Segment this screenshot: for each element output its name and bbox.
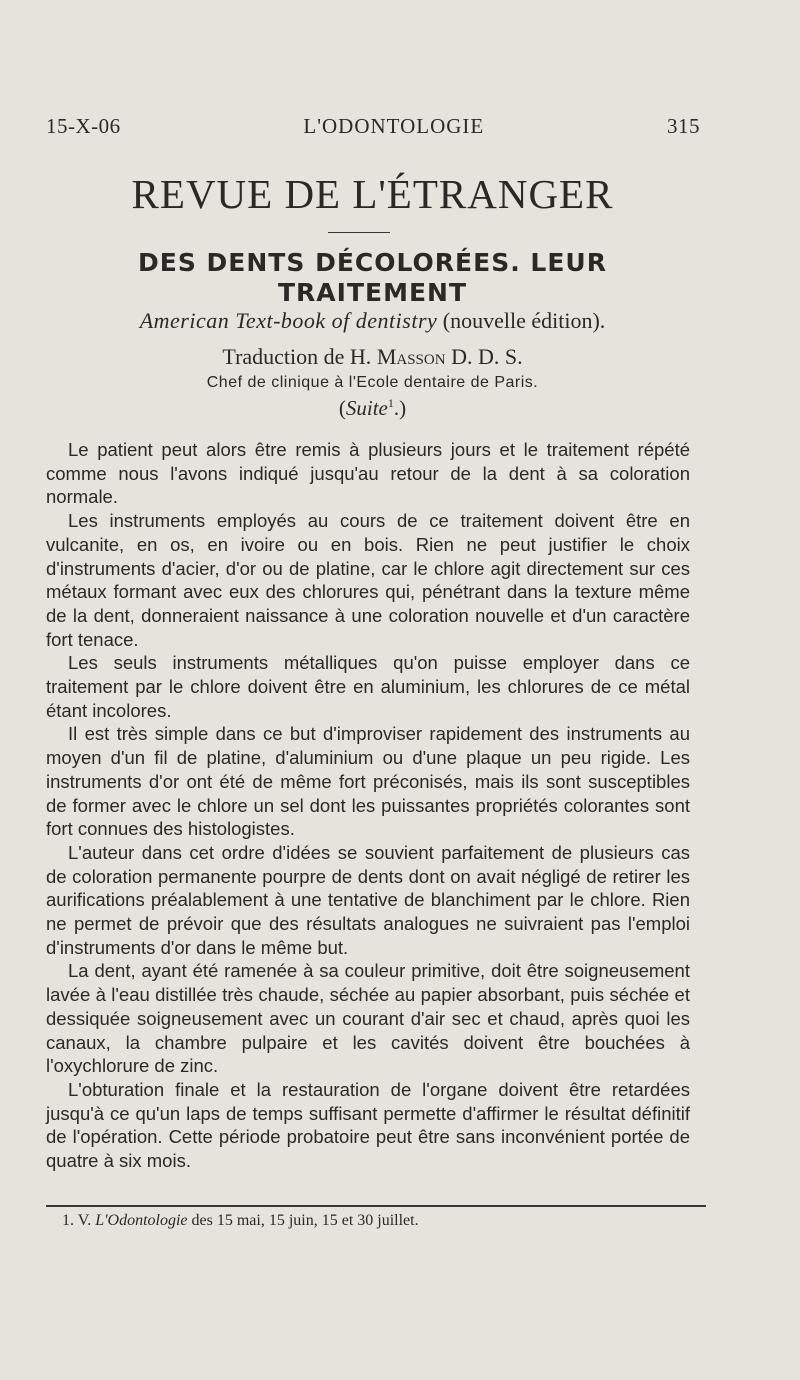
- title-divider: [328, 232, 390, 233]
- translator-affiliation: Chef de clinique à l'Ecole dentaire de Paris.: [206, 374, 539, 391]
- continuation-note: [0, 396, 745, 421]
- suite-word: Suite: [345, 396, 388, 420]
- footnote-rule: [46, 1205, 706, 1207]
- article-body: [46, 438, 690, 1173]
- footnote-number: 1. V.: [62, 1212, 96, 1229]
- source-line: [0, 308, 745, 334]
- running-head: [46, 114, 700, 139]
- paragraph: Les instruments employés au cours de ce traitement doivent être en vulcanite, en os, en ivoire ou en bois. Rien ne peut justifier le choix d'instruments d'acier, d'or ou de platine, car le chlore agit directement sur ces métaux formant avec eux des chlorures qui, pénétrant dans la texture même de la dent, donneraient naissance à une coloration nouvelle et d'un caractère fort tenace.: [46, 510, 690, 650]
- issue-date: 15-X-06: [46, 114, 121, 138]
- article-title-line-1: DES DENTS DÉCOLORÉES. LEUR: [138, 248, 607, 277]
- translation-suffix: D. D. S.: [445, 344, 523, 369]
- article-title-line-2: TRAITEMENT: [277, 278, 468, 307]
- article-title: [60, 248, 685, 308]
- translation-line: [0, 344, 745, 370]
- paragraph: L'obturation finale et la restauration de l'organe doivent être retardées jusqu'à ce qu'un laps de temps suffisant permette d'affirmer le résultat définitif de l'opération. Cette période probatoire peut être sans inconvénient portée de quatre à six mois.: [46, 1078, 690, 1172]
- paragraph: Les seuls instruments métalliques qu'on puisse employer dans ce traitement par le chlore doivent être en aluminium, les chlorures de ce métal étant incolores.: [46, 652, 690, 721]
- paragraph: Le patient peut alors être remis à plusieurs jours et le traitement répété comme nous l'avons indiqué jusqu'au retour de la dent à sa coloration normale.: [46, 439, 690, 508]
- page-number: 315: [667, 114, 700, 138]
- suite-open: (: [338, 396, 346, 420]
- suite-close: .): [393, 396, 407, 420]
- footnote-dates: des 15 mai, 15 juin, 15 et 30 juillet.: [187, 1212, 419, 1229]
- section-title: REVUE DE L'ÉTRANGER: [131, 171, 614, 217]
- source-edition: (nouvelle édition).: [437, 308, 606, 333]
- footnote: [62, 1212, 702, 1230]
- paragraph: La dent, ayant été ramenée à sa couleur primitive, doit être soigneusement lavée à l'eau distillée très chaude, séchée au papier absorbant, puis séchée et dessiquée soigneusement avec un courant d'air sec et chaud, après quoi les canaux, la chambre pulpaire et les cavités doivent être bouchées à l'oxychlorure de zinc.: [46, 960, 690, 1077]
- translation-prefix: Traduction de H.: [222, 344, 377, 369]
- translator-name: Masson: [376, 344, 446, 369]
- paragraph: L'auteur dans cet ordre d'idées se souvient parfaitement de plusieurs cas de coloration permanente pourpre de dents dont on avait négligé de retirer les aurifications préalablement à une tentative de blanchiment par le chlore. Rien ne permet de prévoir que des résultats analogues ne suivraient pas l'emploi d'instruments d'or dans le même but.: [46, 841, 690, 958]
- journal-name: L'ODONTOLOGIE: [303, 114, 485, 138]
- footnote-journal: L'Odontologie: [95, 1212, 188, 1229]
- footnote-ref: 1: [387, 396, 394, 410]
- paragraph: Il est très simple dans ce but d'improviser rapidement des instruments au moyen d'un fil de platine, d'aluminium ou d'une plaque un peu rigide. Les instruments d'or ont été de même fort préconisés, mais ils sont susceptibles de former avec le chlore un sel dont les puissantes propriétés colorantes sont fort connues des histologistes.: [46, 723, 690, 840]
- source-book-title: American Text-book of dentistry: [139, 308, 438, 333]
